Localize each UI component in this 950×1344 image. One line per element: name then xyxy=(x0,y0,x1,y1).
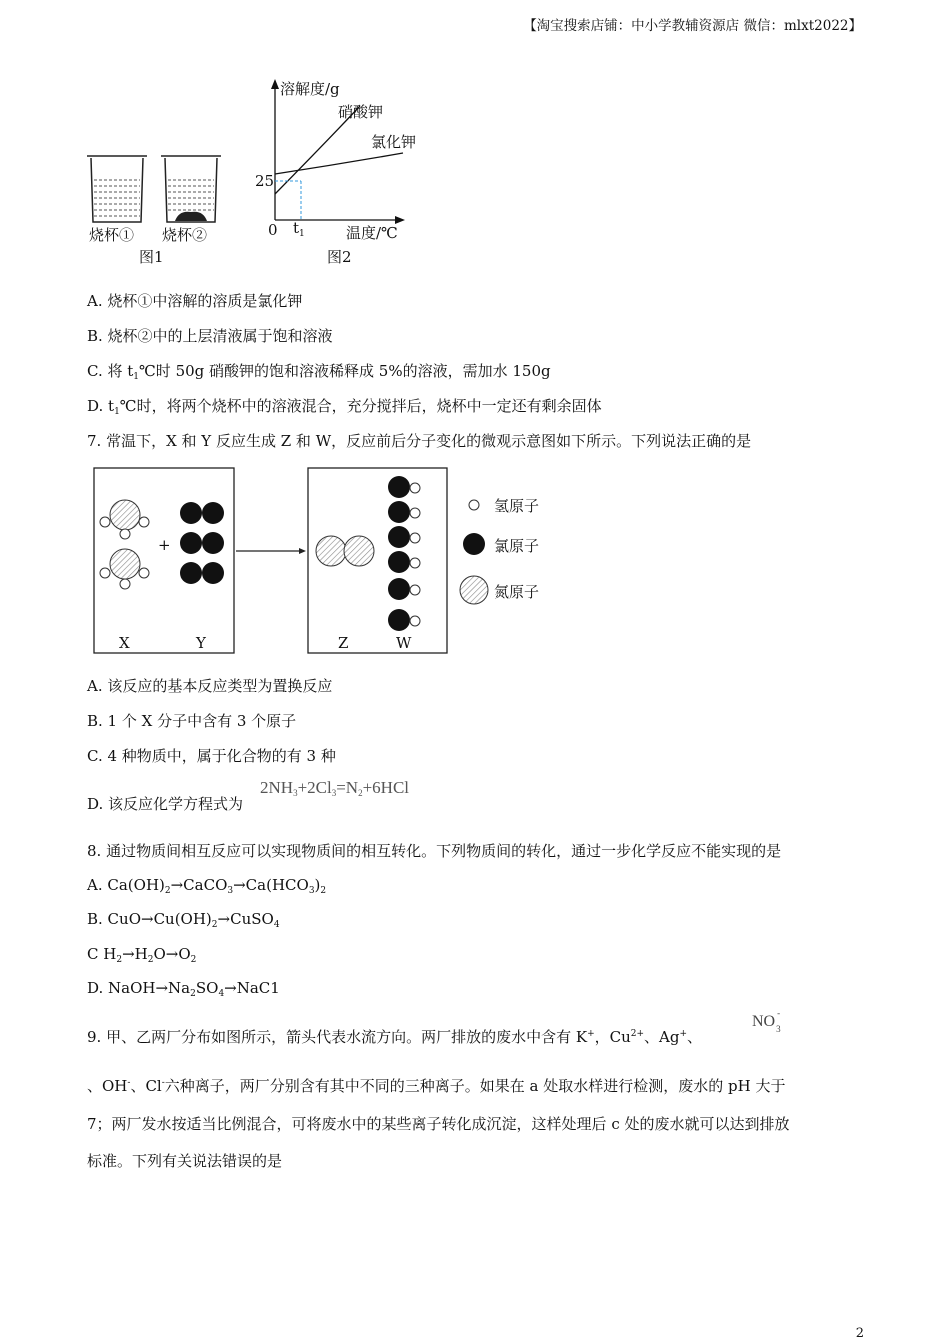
q9-line-1: 9. 甲、乙两厂分布如图所示，箭头代表水流方向。两厂排放的废水中含有 K+，$Cu^{2+}$、Ag+、 xyxy=(87,1028,703,1046)
q6-option-d: D. $t_1℃$时，将两个烧杯中的溶液混合，充分搅拌后，烧杯中一定还有剩余固体 xyxy=(87,397,602,417)
n2-molecule xyxy=(316,536,374,566)
q7-option-d: D. 该反应化学方程式为 xyxy=(87,795,244,813)
beakers-figure xyxy=(85,150,235,230)
no3-formula: NO 3 - xyxy=(752,1008,781,1034)
legend-nitrogen: 氮原子 xyxy=(494,583,540,601)
q6-option-c: C. 将 $t_1℃$时 50g 硝酸钾的饱和溶液稀释成 5%的溶液，需加水 150g xyxy=(87,362,551,382)
beaker-2 xyxy=(161,156,221,222)
page-number: 2 xyxy=(855,1326,864,1341)
q9-line-2: 、OH-、Cl-六种离子，两厂分别含有其中不同的三种离子。如果在 a 处取水样进行检测，废水的 pH 大于 xyxy=(87,1077,786,1095)
q8-option-d: D. $NaOH\to Na_2SO_4\to NaC1$ xyxy=(87,979,280,999)
beaker-2-label: 烧杯② xyxy=(162,226,208,244)
q7-option-b: B. 1 个 X 分子中含有 3 个原子 xyxy=(87,712,297,730)
figure-1-caption: 图1 xyxy=(139,248,164,266)
q8-option-b: B. $CuO\to Cu(OH)_2\to CuSO_4$ xyxy=(87,910,280,930)
q9-line-3: 7；两厂发水按适当比例混合，可将废水中的某些离子转化成沉淀，这样处理后 c 处的废水就可以达到排放 xyxy=(87,1115,790,1133)
q6-option-a: A. 烧杯①中溶解的溶质是氯化钾 xyxy=(87,292,303,310)
q7-option-c: C. 4 种物质中，属于化合物的有 3 种 xyxy=(87,747,336,765)
q8-option-c: C $H_2\to H_2O\to O_2$ xyxy=(87,945,197,965)
kcl-label: 氯化钾 xyxy=(371,133,417,151)
legend-symbols xyxy=(460,500,488,604)
beaker-1-label: 烧杯① xyxy=(89,226,135,244)
nh3-molecule-1 xyxy=(100,500,149,539)
solubility-chart xyxy=(255,76,420,236)
x-axis-label: 温度/℃ xyxy=(346,224,398,242)
y-tick-25: 25 xyxy=(255,172,275,190)
hcl-molecules xyxy=(388,476,420,631)
q8-stem: 8. 通过物质间相互反应可以实现物质间的相互转化。下列物质间的转化，通过一步化学反应不能实现的是 xyxy=(87,842,782,860)
label-z: Z xyxy=(338,634,349,652)
y-axis-label: 溶解度/g xyxy=(280,80,340,98)
reaction-diagram xyxy=(90,462,560,660)
q7-stem: 7. 常温下，X 和 Y 反应生成 Z 和 W，反应前后分子变化的微观示意图如下所示。下列说法正确的是 xyxy=(87,432,752,450)
figure-2-caption: 图2 xyxy=(327,248,352,266)
y-axis-arrow xyxy=(271,79,279,89)
page-header: 【淘宝搜索店铺：中小学教辅资源店 微信：mlxt2022】 xyxy=(523,18,862,34)
q7-equation: $2NH_3+2Cl_3=N_2+6HCl$ xyxy=(260,778,410,798)
label-w: W xyxy=(396,634,412,652)
legend-chlorine: 氯原子 xyxy=(494,537,540,555)
x-tick-t1: $t_1$ xyxy=(293,219,305,239)
kno3-label: 硝酸钾 xyxy=(338,103,384,121)
q7-option-a: A. 该反应的基本反应类型为置换反应 xyxy=(87,677,333,695)
cl2-molecules xyxy=(180,502,224,584)
q6-option-b: B. 烧杯②中的上层清液属于饱和溶液 xyxy=(87,327,333,345)
origin-label: 0 xyxy=(268,221,278,239)
q9-line-4: 标准。下列有关说法错误的是 xyxy=(87,1152,283,1170)
label-x: X xyxy=(119,634,130,652)
nh3-molecule-2 xyxy=(100,549,149,589)
beaker-1 xyxy=(87,156,147,222)
q8-option-a: A. $Ca(OH)_2\to CaCO_3\to Ca(HCO_3)_2$ xyxy=(87,876,327,896)
kcl-curve xyxy=(275,153,403,174)
precipitate xyxy=(175,212,207,221)
legend-hydrogen: 氢原子 xyxy=(494,497,540,515)
label-y: Y xyxy=(196,634,206,652)
plus-sign: + xyxy=(158,536,171,554)
